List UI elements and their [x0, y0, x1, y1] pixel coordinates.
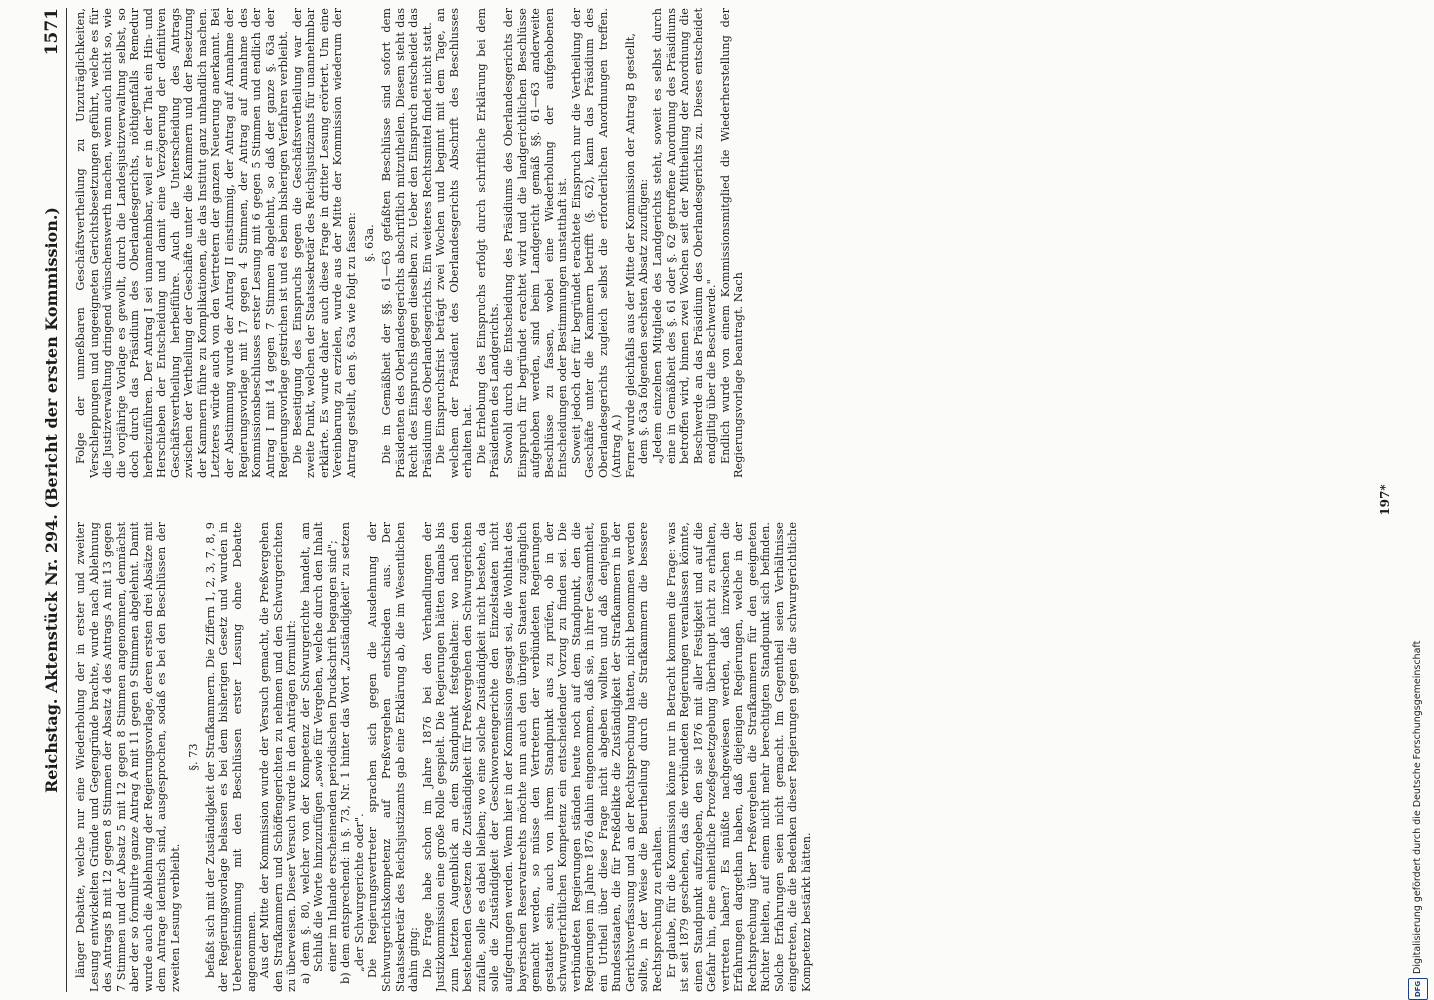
paragraph: Er glaube, für die Kommission könne nur in Betracht kommen die Frage: was ist seit 1879 geschehen, das die verbündeten Regierungen veranlassen könnte, einen Standpunkt aufzugeben, den sie 1876 mit aller Festigkeit und auf die Gefahr hin, eine einheitliche Prozeßgesetzgebung überhaupt nicht zu erhalten, vertreten haben? Es müßte nachgewiesen werden, daß inzwischen die Erfahrungen dargethan haben, daß diejenigen Regierungen, welche in der Rechtsprechung über Preßvergehen die Strafkammern für den geeigneten Richter hielten, auf einem nicht mehr berechtigten Standpunkt sich befinden. Solche Erfahrungen seien nicht gemacht. Im Gegentheil seien Verhältnisse eingetreten, die die Bedenken dieser Regierungen gegen die schwurgerichtliche Kompetenz bestärkt hätten. — [664, 522, 813, 992]
paragraph: Die Regierungsvertreter sprachen sich gegen die Ausdehnung der Schwurgerichtskompetenz auf Preßvergehen entschieden aus. Der Staatssekretär des Reichsjustizamts gab eine Erklärung ab, die im Wesentlichen dahin ging: — [366, 522, 421, 992]
paragraph: Sowohl durch die Entscheidung des Präsidiums des Oberlandesgerichts der Einspruch für begründet erachtet wird und die landgerichtlichen Beschlüsse aufgehoben werden, sind beim Landgericht gemäß §§. 61—63 anderweite Beschlüsse zu fassen, wobei eine Wiederholung der aufgehobenen Entscheidungen oder Bestimmungen unstatthaft ist. — [501, 8, 570, 478]
section-heading: §. 63a. — [363, 224, 377, 262]
printer-signature: 197* — [1378, 484, 1392, 516]
dfg-logo-icon: DFG — [1408, 978, 1428, 1000]
paragraph: Endlich wurde von einem Kommissionsmitglied die Wiederherstellung der Regierungsvorlage beantragt. Nach — [718, 8, 746, 478]
running-title: Reichstag. Aktenstück Nr. 294. (Bericht der ersten Kommission.) — [42, 207, 61, 793]
digitization-note — [1402, 0, 1430, 1000]
text-column-left — [74, 522, 1370, 992]
paragraph: Die Beseitigung des Einspruchs gegen die Geschäftsvertheilung war der zweite Punkt, welchen der Staatssekretär des Reichsjustizamts für unannehmbar erklärte. Es wurde daher auch diese Frage in dritter Lesung erörtert. Um eine Vereinbarung zu erzielen, wurde aus der Mitte der Kommission wiederum der Antrag gestellt, den §. 63a wie folgt zu fassen: — [290, 8, 358, 478]
paragraph: Die in Gemäßheit der §§. 61—63 gefaßten Beschlüsse sind sofort dem Präsidenten des Oberlandesgerichts abschriftlich mitzutheilen. Diesem steht das Recht des Einspruchs gegen dieselben zu. Ueber den Einspruch entscheidet das Präsidium des Oberlandesgerichts. Ein weiteres Rechtsmittel findet nicht statt. — [380, 8, 434, 478]
paragraph: Die Einspruchsfrist beträgt zwei Wochen und beginnt mit dem Tage, an welchem der Präsident des Oberlandesgerichts Abschrift des Beschlusses erhalten hat. — [434, 8, 475, 478]
digitization-credit: Digitalisierung gefördert durch die Deutsche Forschungsgemeinschaft — [1412, 640, 1423, 974]
paragraph: Die Frage habe schon im Jahre 1876 bei den Verhandlungen der Justizkommission eine große Rolle gespielt. Die Regierungen hätten damals bis zum letzten Augenblick an dem Standpunkt festgehalten: wo nach den bestehenden Gesetzen die Zuständigkeit für Preßvergehen den Schwurgerichten zufalle, solle es dabei bleiben; wo eine solche Zuständigkeit nicht bestehe, da solle die Zuständigkeit der Geschworenengerichte den Einzelstaaten nicht aufgedrungen werden. Wenn hier in der Kommission gesagt sei, die Wohlthat des bayerischen Reservatrechts möchte nun auch den übrigen Staaten zugänglich gemacht werden, so müsse den Vertretern der verbündeten Regierungen gestattet sein, auch von ihrem Standpunkt aus zu prüfen, ob in der schwurgerichtlichen Kompetenz ein entscheidender Vorzug zu finden sei. Die verbündeten Regierungen ständen heute noch auf dem Standpunkt, den die Regierungen im Jahre 1876 dahin eingenommen, daß sie, in ihrer Gesammtheit, ein Urtheil über diese Frage nicht abgeben wollten und daß denjenigen Bundesstaaten, die für Preßdelikte die Zuständigkeit der Strafkammern in der Gerichtsverfassung und an der Rechtsprechung hatten, nicht benommen werden sollte, in der Weise die Beurtheilung durch die Strafkammern die bessere Rechtsprechung zu erhalten. — [420, 522, 664, 992]
paragraph: „Jedem einzelnen Mitgliede des Landgerichts steht, soweit es selbst durch eine in Gemäßheit des §. 61 oder §. 62 getroffene Anordnung des Präsidiums betroffen wird, binnen zwei Wochen seit der Mittheilung der Anordnung die Beschwerde an das Präsidium des Oberlandesgerichts zu. Dieses entscheidet endgiltig über die Beschwerde." — [650, 8, 719, 464]
text-column-right — [74, 8, 1370, 478]
paragraph: Aus der Mitte der Kommission wurde der Versuch gemacht, die Preßvergehen den Strafkammern und Schöffengerichten zu nehmen und den Schwurgerichten zu überweisen. Dieser Versuch wurde in den Anträgen formulirt: — [258, 522, 299, 992]
header-rule — [66, 8, 67, 992]
paragraph: Die Erhebung des Einspruchs erfolgt durch schriftliche Erklärung bei dem Präsidenten des Landgerichts. — [474, 8, 502, 478]
paragraph: länger Debatte, welche nur eine Wiederholung der in erster und zweiter Lesung entwickelten Gründe und Gegengründe brachte, wurde nach Ablehnung des Antrags B mit 12 gegen 8 Stimmen der Absatz 4 des Antrags A mit 13 gegen 7 Stimmen und der Absatz 5 mit 12 gegen 8 Stimmen angenommen, demnächst aber der so formulirte ganze Antrag A mit 11 gegen 9 Stimmen abgelehnt. Damit wurde auch die Ablehnung der Regierungsvorlage, deren ersten drei Absätze mit dem Antrage identisch sind, ausgesprochen, sodaß es bei den Beschlüssen der zweiten Lesung verbleibt. — [74, 522, 182, 992]
paragraph: Soweit jedoch der für begründet erachtete Einspruch nur die Vertheilung der Geschäfte unter die Kammern betrifft (§. 62), kann das Präsidium des Oberlandesgerichts zugleich selbst die erforderlichen Anordnungen treffen. (Antrag A.) — [569, 8, 624, 478]
section-heading: §. 73 — [187, 743, 201, 771]
paragraph: Folge der unmeßbaren Geschäftsvertheilung zu Unzuträglichkeiten, Verschleppungen und ungeeigneten Gerichtsbesetzungen geführt, welche es für die Justizverwaltung dringend wünschenswerth machen, wenn auch nicht so, wie die vorjährige Vorlage es gewollt, durch die Landesjustizverwaltung selbst, so doch durch das Präsidium des Oberlandesgerichts, nöthigenfalls Remedur herbeizuführen. Der Antrag I sei unannehmbar, weil er in der That ein Hin- und Herschieben der Entscheidung und damit eine Verzögerung der definitiven Geschäftsvertheilung herbeiführe. Auch die Unterscheidung des Antrags zwischen der Vertheilung der Geschäfte unter die Kammern und der Besetzung der Kammern führe zu Komplikationen, die das Institut ganz unhandlich machen. Letzteres würde auch von den Vertretern der ganzen Neuerung anerkannt. Bei der Abstimmung wurde der Antrag II einstimmig, der Antrag auf Annahme der Regierungsvorlage mit 17 gegen 4 Stimmen, der Antrag auf Annahme des Kommissionsbeschlusses erster Lesung mit 6 gegen 5 Stimmen und endlich der Antrag I mit 14 gegen 7 Stimmen abgelehnt, so daß der ganze §. 63a der Regierungsvorlage gestrichen ist und es beim bisherigen Verfahren verbleibt. — [74, 8, 291, 478]
paragraph: dem §. 63a folgenden sechsten Absatz zuzufügen: — [637, 178, 651, 464]
page-number: 1571 — [42, 8, 62, 56]
page-header — [40, 8, 64, 992]
paragraph: a) dem §. 80, welcher von der Kompetenz der Schwurgerichte handelt, am Schluß die Worte hinzuzufügen „sowie für Vergehen, welche durch den Inhalt einer im Inlande erscheinenden periodischen Druckschrift begangen sind"; — [298, 522, 339, 984]
document-page — [40, 8, 1392, 992]
paragraph: Ferner wurde gleichfalls aus der Mitte der Kommission der Antrag B gestellt, — [623, 32, 637, 478]
paragraph: befaßt sich mit der Zuständigkeit der Strafkammern. Die Ziffern 1, 2, 3, 7, 8, 9 der Regierungsvorlage belassen es bei dem bisherigen Gesetz und wurden in Uebereinstimmung mit den Beschlüssen erster Lesung ohne Debatte angenommen. — [203, 522, 258, 992]
paragraph: b) dem entsprechend: in §. 73, Nr. 1 hinter das Wort „Zuständigkeit" zu setzen „der Schwurgerichte oder". — [339, 522, 366, 984]
